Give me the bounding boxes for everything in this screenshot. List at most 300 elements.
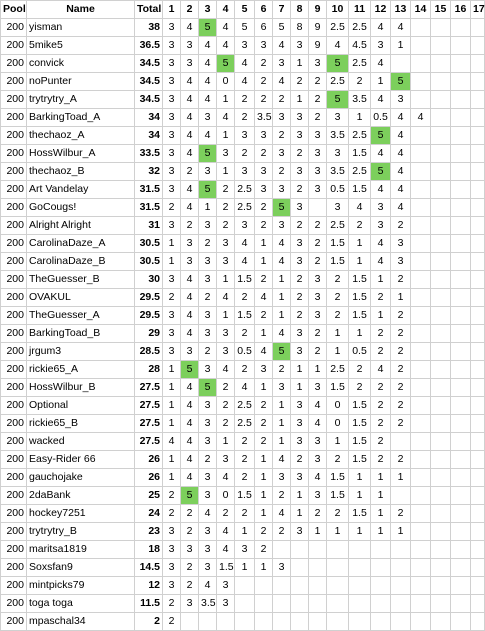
score-cell[interactable]: 2 bbox=[255, 73, 273, 91]
score-cell[interactable]: 3 bbox=[273, 559, 291, 577]
score-cell[interactable]: 2 bbox=[391, 271, 411, 289]
name-cell[interactable]: TheGuesser_B bbox=[27, 271, 135, 289]
score-cell[interactable]: 3 bbox=[309, 379, 327, 397]
total-cell[interactable]: 34 bbox=[135, 109, 163, 127]
score-cell[interactable]: 3 bbox=[291, 109, 309, 127]
score-cell[interactable]: 3 bbox=[199, 307, 217, 325]
score-cell[interactable]: 4 bbox=[217, 19, 235, 37]
score-cell[interactable]: 1 bbox=[349, 523, 371, 541]
score-cell[interactable]: 1 bbox=[163, 469, 181, 487]
score-cell[interactable] bbox=[431, 19, 451, 37]
name-cell[interactable]: 5mike5 bbox=[27, 37, 135, 55]
score-cell[interactable] bbox=[471, 235, 485, 253]
score-cell[interactable] bbox=[451, 145, 471, 163]
score-cell[interactable]: 2.5 bbox=[349, 19, 371, 37]
score-cell[interactable]: 4 bbox=[273, 451, 291, 469]
score-cell[interactable]: 4.5 bbox=[349, 37, 371, 55]
pool-cell[interactable]: 200 bbox=[1, 145, 27, 163]
total-cell[interactable]: 28 bbox=[135, 361, 163, 379]
score-cell[interactable]: 4 bbox=[199, 577, 217, 595]
score-cell[interactable]: 4 bbox=[273, 325, 291, 343]
score-cell[interactable] bbox=[471, 523, 485, 541]
score-cell[interactable]: 4 bbox=[181, 397, 199, 415]
score-cell[interactable] bbox=[391, 55, 411, 73]
score-cell[interactable]: 2 bbox=[391, 217, 411, 235]
score-cell[interactable] bbox=[411, 433, 431, 451]
name-cell[interactable]: noPunter bbox=[27, 73, 135, 91]
total-cell[interactable]: 27.5 bbox=[135, 379, 163, 397]
score-cell[interactable] bbox=[411, 55, 431, 73]
pool-cell[interactable]: 200 bbox=[1, 199, 27, 217]
score-cell[interactable]: 2 bbox=[235, 451, 255, 469]
total-cell[interactable]: 26 bbox=[135, 469, 163, 487]
score-cell[interactable]: 3 bbox=[309, 181, 327, 199]
score-cell[interactable]: 5 bbox=[391, 73, 411, 91]
score-cell[interactable] bbox=[273, 595, 291, 613]
score-cell[interactable]: 4 bbox=[181, 271, 199, 289]
score-cell[interactable] bbox=[451, 541, 471, 559]
score-cell[interactable]: 1.5 bbox=[349, 271, 371, 289]
name-cell[interactable]: trytrytry_B bbox=[27, 523, 135, 541]
score-cell[interactable] bbox=[471, 487, 485, 505]
total-cell[interactable]: 28.5 bbox=[135, 343, 163, 361]
score-cell[interactable] bbox=[451, 163, 471, 181]
score-cell[interactable]: 4 bbox=[181, 469, 199, 487]
score-cell[interactable]: 3 bbox=[273, 181, 291, 199]
score-cell[interactable]: 4 bbox=[181, 289, 199, 307]
total-cell[interactable]: 29 bbox=[135, 325, 163, 343]
score-cell[interactable] bbox=[411, 577, 431, 595]
name-cell[interactable]: hockey7251 bbox=[27, 505, 135, 523]
name-cell[interactable]: Soxsfan9 bbox=[27, 559, 135, 577]
score-cell[interactable] bbox=[471, 343, 485, 361]
score-cell[interactable]: 3 bbox=[163, 181, 181, 199]
score-cell[interactable]: 2 bbox=[371, 415, 391, 433]
score-cell[interactable]: 3 bbox=[309, 145, 327, 163]
score-cell[interactable]: 2 bbox=[291, 271, 309, 289]
score-cell[interactable] bbox=[255, 595, 273, 613]
score-cell[interactable]: 1 bbox=[291, 379, 309, 397]
header-week-2[interactable]: 2 bbox=[181, 1, 199, 19]
score-cell[interactable]: 2 bbox=[255, 433, 273, 451]
score-cell[interactable]: 6 bbox=[255, 19, 273, 37]
score-cell[interactable]: 1.5 bbox=[327, 253, 349, 271]
score-cell[interactable]: 5 bbox=[181, 361, 199, 379]
header-week-9[interactable]: 9 bbox=[309, 1, 327, 19]
score-cell[interactable]: 2 bbox=[391, 505, 411, 523]
score-cell[interactable]: 1 bbox=[371, 73, 391, 91]
score-cell[interactable]: 1 bbox=[163, 415, 181, 433]
total-cell[interactable]: 32 bbox=[135, 163, 163, 181]
score-cell[interactable]: 2 bbox=[327, 505, 349, 523]
score-cell[interactable]: 2 bbox=[163, 505, 181, 523]
score-cell[interactable]: 5 bbox=[371, 127, 391, 145]
score-cell[interactable]: 3 bbox=[163, 91, 181, 109]
score-cell[interactable]: 4 bbox=[181, 181, 199, 199]
score-cell[interactable]: 2 bbox=[309, 217, 327, 235]
pool-cell[interactable]: 200 bbox=[1, 559, 27, 577]
score-cell[interactable]: 1 bbox=[255, 325, 273, 343]
score-cell[interactable] bbox=[471, 289, 485, 307]
score-cell[interactable]: 3 bbox=[181, 595, 199, 613]
score-cell[interactable] bbox=[451, 595, 471, 613]
name-cell[interactable]: convick bbox=[27, 55, 135, 73]
score-cell[interactable]: 1 bbox=[371, 469, 391, 487]
score-cell[interactable]: 1.5 bbox=[349, 451, 371, 469]
score-cell[interactable]: 2 bbox=[291, 145, 309, 163]
score-cell[interactable] bbox=[471, 91, 485, 109]
score-cell[interactable] bbox=[411, 289, 431, 307]
header-week-1[interactable]: 1 bbox=[163, 1, 181, 19]
score-cell[interactable]: 1 bbox=[217, 433, 235, 451]
score-cell[interactable]: 4 bbox=[349, 199, 371, 217]
pool-cell[interactable]: 200 bbox=[1, 541, 27, 559]
score-cell[interactable]: 3 bbox=[391, 91, 411, 109]
score-cell[interactable] bbox=[471, 19, 485, 37]
score-cell[interactable]: 2 bbox=[391, 325, 411, 343]
score-cell[interactable] bbox=[431, 217, 451, 235]
name-cell[interactable]: maritsa1819 bbox=[27, 541, 135, 559]
score-cell[interactable]: 9 bbox=[309, 19, 327, 37]
score-cell[interactable]: 4 bbox=[199, 505, 217, 523]
score-cell[interactable]: 3 bbox=[371, 199, 391, 217]
score-cell[interactable]: 3 bbox=[327, 109, 349, 127]
score-cell[interactable]: 5 bbox=[199, 379, 217, 397]
score-cell[interactable]: 1 bbox=[235, 559, 255, 577]
score-cell[interactable]: 2 bbox=[255, 397, 273, 415]
score-cell[interactable]: 1 bbox=[255, 469, 273, 487]
score-cell[interactable]: 4 bbox=[371, 19, 391, 37]
total-cell[interactable]: 38 bbox=[135, 19, 163, 37]
score-cell[interactable]: 1 bbox=[273, 415, 291, 433]
pool-cell[interactable]: 200 bbox=[1, 505, 27, 523]
pool-cell[interactable]: 200 bbox=[1, 55, 27, 73]
score-cell[interactable]: 0.5 bbox=[349, 343, 371, 361]
total-cell[interactable]: 18 bbox=[135, 541, 163, 559]
score-cell[interactable]: 2 bbox=[371, 397, 391, 415]
name-cell[interactable]: CarolinaDaze_B bbox=[27, 253, 135, 271]
score-cell[interactable]: 3 bbox=[217, 595, 235, 613]
score-cell[interactable] bbox=[431, 613, 451, 631]
score-cell[interactable]: 4 bbox=[181, 127, 199, 145]
score-cell[interactable] bbox=[391, 577, 411, 595]
score-cell[interactable] bbox=[349, 559, 371, 577]
score-cell[interactable] bbox=[431, 523, 451, 541]
score-cell[interactable] bbox=[431, 361, 451, 379]
score-cell[interactable]: 1 bbox=[371, 271, 391, 289]
score-cell[interactable] bbox=[391, 487, 411, 505]
score-cell[interactable]: 3 bbox=[163, 127, 181, 145]
pool-cell[interactable]: 200 bbox=[1, 361, 27, 379]
score-cell[interactable]: 5 bbox=[181, 487, 199, 505]
score-cell[interactable] bbox=[431, 181, 451, 199]
name-cell[interactable]: jrgum3 bbox=[27, 343, 135, 361]
score-cell[interactable]: 3 bbox=[199, 217, 217, 235]
score-cell[interactable]: 4 bbox=[181, 109, 199, 127]
score-cell[interactable]: 1 bbox=[217, 91, 235, 109]
score-cell[interactable]: 1 bbox=[255, 487, 273, 505]
score-cell[interactable]: 2 bbox=[217, 199, 235, 217]
score-cell[interactable] bbox=[327, 559, 349, 577]
score-cell[interactable]: 2 bbox=[235, 433, 255, 451]
score-cell[interactable]: 1.5 bbox=[349, 397, 371, 415]
score-cell[interactable]: 3 bbox=[217, 145, 235, 163]
score-cell[interactable]: 1 bbox=[273, 433, 291, 451]
score-cell[interactable] bbox=[291, 613, 309, 631]
score-cell[interactable]: 4 bbox=[371, 361, 391, 379]
score-cell[interactable]: 5 bbox=[327, 91, 349, 109]
score-cell[interactable]: 3 bbox=[291, 199, 309, 217]
total-cell[interactable]: 12 bbox=[135, 577, 163, 595]
pool-cell[interactable]: 200 bbox=[1, 433, 27, 451]
score-cell[interactable] bbox=[471, 145, 485, 163]
score-cell[interactable]: 4 bbox=[217, 361, 235, 379]
header-total[interactable]: Total bbox=[135, 1, 163, 19]
score-cell[interactable]: 2 bbox=[349, 379, 371, 397]
score-cell[interactable] bbox=[327, 595, 349, 613]
score-cell[interactable]: 1.5 bbox=[349, 289, 371, 307]
pool-cell[interactable]: 200 bbox=[1, 127, 27, 145]
score-cell[interactable]: 1 bbox=[217, 163, 235, 181]
score-cell[interactable] bbox=[471, 271, 485, 289]
score-cell[interactable]: 3 bbox=[309, 127, 327, 145]
score-cell[interactable] bbox=[391, 613, 411, 631]
score-cell[interactable] bbox=[471, 505, 485, 523]
score-cell[interactable]: 1 bbox=[273, 271, 291, 289]
score-cell[interactable]: 2 bbox=[291, 289, 309, 307]
score-cell[interactable] bbox=[411, 325, 431, 343]
name-cell[interactable]: rickie65_A bbox=[27, 361, 135, 379]
score-cell[interactable]: 3 bbox=[199, 109, 217, 127]
score-cell[interactable]: 1.5 bbox=[349, 145, 371, 163]
score-cell[interactable]: 3 bbox=[163, 55, 181, 73]
score-cell[interactable]: 2 bbox=[181, 523, 199, 541]
score-cell[interactable]: 1 bbox=[235, 523, 255, 541]
score-cell[interactable]: 3 bbox=[181, 343, 199, 361]
score-cell[interactable]: 4 bbox=[181, 415, 199, 433]
name-cell[interactable]: HossWilbur_A bbox=[27, 145, 135, 163]
pool-cell[interactable]: 200 bbox=[1, 307, 27, 325]
score-cell[interactable] bbox=[309, 595, 327, 613]
score-cell[interactable]: 2 bbox=[235, 325, 255, 343]
total-cell[interactable]: 33.5 bbox=[135, 145, 163, 163]
score-cell[interactable] bbox=[471, 361, 485, 379]
score-cell[interactable] bbox=[327, 577, 349, 595]
score-cell[interactable]: 3 bbox=[273, 469, 291, 487]
score-cell[interactable] bbox=[471, 451, 485, 469]
score-cell[interactable]: 1 bbox=[371, 505, 391, 523]
score-cell[interactable]: 4 bbox=[181, 307, 199, 325]
score-cell[interactable]: 2 bbox=[163, 595, 181, 613]
score-cell[interactable] bbox=[391, 559, 411, 577]
score-cell[interactable]: 1 bbox=[217, 307, 235, 325]
score-cell[interactable] bbox=[431, 595, 451, 613]
score-cell[interactable]: 3 bbox=[235, 127, 255, 145]
score-cell[interactable]: 3 bbox=[217, 253, 235, 271]
score-cell[interactable] bbox=[217, 613, 235, 631]
header-week-16[interactable]: 16 bbox=[451, 1, 471, 19]
pool-cell[interactable]: 200 bbox=[1, 163, 27, 181]
score-cell[interactable] bbox=[431, 145, 451, 163]
score-cell[interactable]: 4 bbox=[391, 127, 411, 145]
pool-cell[interactable]: 200 bbox=[1, 325, 27, 343]
score-cell[interactable]: 2.5 bbox=[349, 163, 371, 181]
score-cell[interactable] bbox=[431, 559, 451, 577]
score-cell[interactable]: 1 bbox=[349, 325, 371, 343]
score-cell[interactable]: 1.5 bbox=[217, 559, 235, 577]
name-cell[interactable]: gauchojake bbox=[27, 469, 135, 487]
score-cell[interactable] bbox=[471, 469, 485, 487]
score-cell[interactable]: 3 bbox=[217, 235, 235, 253]
score-cell[interactable]: 2 bbox=[181, 217, 199, 235]
score-cell[interactable]: 4 bbox=[181, 199, 199, 217]
total-cell[interactable]: 11.5 bbox=[135, 595, 163, 613]
score-cell[interactable] bbox=[471, 559, 485, 577]
score-cell[interactable]: 2 bbox=[255, 271, 273, 289]
score-cell[interactable]: 2 bbox=[255, 415, 273, 433]
score-cell[interactable] bbox=[451, 559, 471, 577]
score-cell[interactable]: 3 bbox=[235, 163, 255, 181]
score-cell[interactable]: 3 bbox=[291, 235, 309, 253]
score-cell[interactable]: 3 bbox=[255, 163, 273, 181]
score-cell[interactable]: 3 bbox=[273, 217, 291, 235]
score-cell[interactable]: 1 bbox=[255, 235, 273, 253]
score-cell[interactable]: 4 bbox=[181, 325, 199, 343]
score-cell[interactable] bbox=[451, 397, 471, 415]
score-cell[interactable] bbox=[411, 253, 431, 271]
total-cell[interactable]: 27.5 bbox=[135, 433, 163, 451]
pool-cell[interactable]: 200 bbox=[1, 217, 27, 235]
score-cell[interactable]: 1.5 bbox=[349, 181, 371, 199]
total-cell[interactable]: 30 bbox=[135, 271, 163, 289]
score-cell[interactable] bbox=[411, 37, 431, 55]
score-cell[interactable]: 1 bbox=[255, 505, 273, 523]
score-cell[interactable]: 1.5 bbox=[349, 505, 371, 523]
score-cell[interactable]: 3 bbox=[217, 451, 235, 469]
score-cell[interactable] bbox=[181, 613, 199, 631]
score-cell[interactable]: 4 bbox=[255, 289, 273, 307]
score-cell[interactable]: 2 bbox=[255, 199, 273, 217]
score-cell[interactable]: 3 bbox=[327, 145, 349, 163]
score-cell[interactable]: 3 bbox=[163, 343, 181, 361]
score-cell[interactable]: 5 bbox=[199, 181, 217, 199]
score-cell[interactable]: 3 bbox=[235, 217, 255, 235]
score-cell[interactable]: 2 bbox=[327, 451, 349, 469]
score-cell[interactable] bbox=[451, 523, 471, 541]
score-cell[interactable]: 2 bbox=[391, 361, 411, 379]
score-cell[interactable]: 1.5 bbox=[349, 433, 371, 451]
score-cell[interactable]: 3 bbox=[181, 541, 199, 559]
score-cell[interactable]: 4 bbox=[309, 415, 327, 433]
score-cell[interactable] bbox=[451, 325, 471, 343]
score-cell[interactable]: 4 bbox=[391, 181, 411, 199]
score-cell[interactable]: 4 bbox=[181, 91, 199, 109]
score-cell[interactable]: 2 bbox=[235, 289, 255, 307]
score-cell[interactable]: 3 bbox=[217, 343, 235, 361]
score-cell[interactable]: 2 bbox=[181, 577, 199, 595]
score-cell[interactable]: 4 bbox=[391, 19, 411, 37]
score-cell[interactable] bbox=[391, 433, 411, 451]
header-week-10[interactable]: 10 bbox=[327, 1, 349, 19]
pool-cell[interactable]: 200 bbox=[1, 73, 27, 91]
score-cell[interactable]: 4 bbox=[217, 37, 235, 55]
score-cell[interactable] bbox=[411, 487, 431, 505]
score-cell[interactable]: 3 bbox=[291, 343, 309, 361]
score-cell[interactable]: 1 bbox=[163, 361, 181, 379]
score-cell[interactable] bbox=[349, 613, 371, 631]
score-cell[interactable]: 3 bbox=[309, 307, 327, 325]
pool-cell[interactable]: 200 bbox=[1, 235, 27, 253]
score-cell[interactable] bbox=[471, 397, 485, 415]
score-cell[interactable] bbox=[451, 181, 471, 199]
score-cell[interactable] bbox=[411, 505, 431, 523]
score-cell[interactable]: 1 bbox=[273, 397, 291, 415]
score-cell[interactable]: 4 bbox=[309, 469, 327, 487]
score-cell[interactable] bbox=[471, 253, 485, 271]
score-cell[interactable] bbox=[431, 199, 451, 217]
score-cell[interactable]: 2 bbox=[273, 487, 291, 505]
score-cell[interactable] bbox=[411, 307, 431, 325]
score-cell[interactable] bbox=[411, 181, 431, 199]
score-cell[interactable]: 2 bbox=[291, 307, 309, 325]
score-cell[interactable]: 3 bbox=[163, 271, 181, 289]
score-cell[interactable]: 2 bbox=[309, 253, 327, 271]
pool-cell[interactable]: 200 bbox=[1, 577, 27, 595]
score-cell[interactable]: 2 bbox=[217, 415, 235, 433]
total-cell[interactable]: 31.5 bbox=[135, 199, 163, 217]
score-cell[interactable]: 3 bbox=[255, 37, 273, 55]
score-cell[interactable]: 3 bbox=[199, 325, 217, 343]
score-cell[interactable]: 4 bbox=[199, 73, 217, 91]
score-cell[interactable] bbox=[451, 343, 471, 361]
score-cell[interactable]: 2.5 bbox=[327, 361, 349, 379]
score-cell[interactable] bbox=[431, 415, 451, 433]
score-cell[interactable] bbox=[471, 577, 485, 595]
score-cell[interactable]: 4 bbox=[217, 289, 235, 307]
score-cell[interactable] bbox=[371, 559, 391, 577]
score-cell[interactable]: 1 bbox=[199, 199, 217, 217]
pool-cell[interactable]: 200 bbox=[1, 37, 27, 55]
score-cell[interactable] bbox=[471, 109, 485, 127]
score-cell[interactable]: 2 bbox=[255, 523, 273, 541]
score-cell[interactable]: 3 bbox=[255, 361, 273, 379]
score-cell[interactable]: 4 bbox=[235, 55, 255, 73]
score-cell[interactable]: 2 bbox=[255, 91, 273, 109]
score-cell[interactable] bbox=[411, 163, 431, 181]
score-cell[interactable] bbox=[411, 523, 431, 541]
score-cell[interactable]: 2 bbox=[273, 163, 291, 181]
score-cell[interactable] bbox=[431, 127, 451, 145]
score-cell[interactable] bbox=[235, 595, 255, 613]
score-cell[interactable] bbox=[451, 505, 471, 523]
header-week-5[interactable]: 5 bbox=[235, 1, 255, 19]
score-cell[interactable]: 5 bbox=[273, 199, 291, 217]
score-cell[interactable]: 3 bbox=[291, 397, 309, 415]
name-cell[interactable]: BarkingToad_A bbox=[27, 109, 135, 127]
score-cell[interactable] bbox=[411, 541, 431, 559]
score-cell[interactable] bbox=[411, 595, 431, 613]
score-cell[interactable] bbox=[431, 271, 451, 289]
score-cell[interactable] bbox=[451, 199, 471, 217]
total-cell[interactable]: 25 bbox=[135, 487, 163, 505]
score-cell[interactable]: 2 bbox=[391, 343, 411, 361]
score-cell[interactable] bbox=[471, 541, 485, 559]
score-cell[interactable]: 2 bbox=[235, 145, 255, 163]
score-cell[interactable] bbox=[451, 217, 471, 235]
score-cell[interactable]: 1 bbox=[349, 253, 371, 271]
total-cell[interactable]: 29.5 bbox=[135, 307, 163, 325]
score-cell[interactable]: 2 bbox=[309, 235, 327, 253]
